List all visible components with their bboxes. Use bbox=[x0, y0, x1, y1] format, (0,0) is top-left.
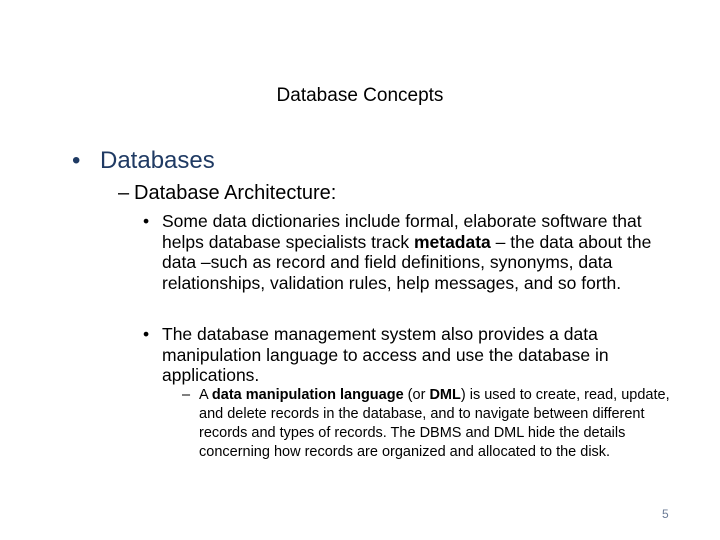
slide-title: Database Concepts bbox=[276, 85, 444, 106]
sub-bullet-part2: (or bbox=[403, 387, 430, 403]
bullet-marker: • bbox=[143, 324, 150, 344]
bullet-text: The database management system also provides a data manipulation language to access and use the database in applications. bbox=[162, 324, 609, 386]
bullet-data-dictionaries bbox=[143, 211, 683, 293]
page-number: 5 bbox=[662, 507, 669, 521]
subheading-text: Database Architecture: bbox=[134, 182, 337, 204]
dash-marker: – bbox=[118, 182, 130, 204]
bullet-marker: • bbox=[72, 147, 81, 174]
sub-bullet-part3: ) is used to create, read, update, and delete records in the database, and to navigate between different records and types of records. The DBMS and DML hide the details concerning how records are organized and allocated to the disk. bbox=[199, 387, 670, 460]
sub-bullet-dml-definition bbox=[182, 386, 682, 462]
subheading-database-architecture bbox=[118, 180, 336, 206]
dml-term: data manipulation language bbox=[211, 387, 404, 403]
metadata-term: metadata bbox=[413, 231, 491, 252]
bullet-text-part2: – the data about the data –such as record and field definitions, synonyms, data relationships, validation rules, help messages, and so forth. bbox=[162, 231, 652, 293]
bullet-text-part1: Some data dictionaries include formal, elaborate software that helps database specialists track bbox=[162, 211, 642, 252]
dash-marker: – bbox=[182, 387, 191, 403]
sub-bullet-part1: A bbox=[199, 387, 212, 403]
heading-databases bbox=[72, 146, 215, 176]
bullet-dbms-dml bbox=[143, 324, 683, 386]
bullet-marker: • bbox=[143, 211, 150, 231]
heading-text: Databases bbox=[100, 147, 215, 174]
dml-abbrev: DML bbox=[429, 387, 461, 403]
